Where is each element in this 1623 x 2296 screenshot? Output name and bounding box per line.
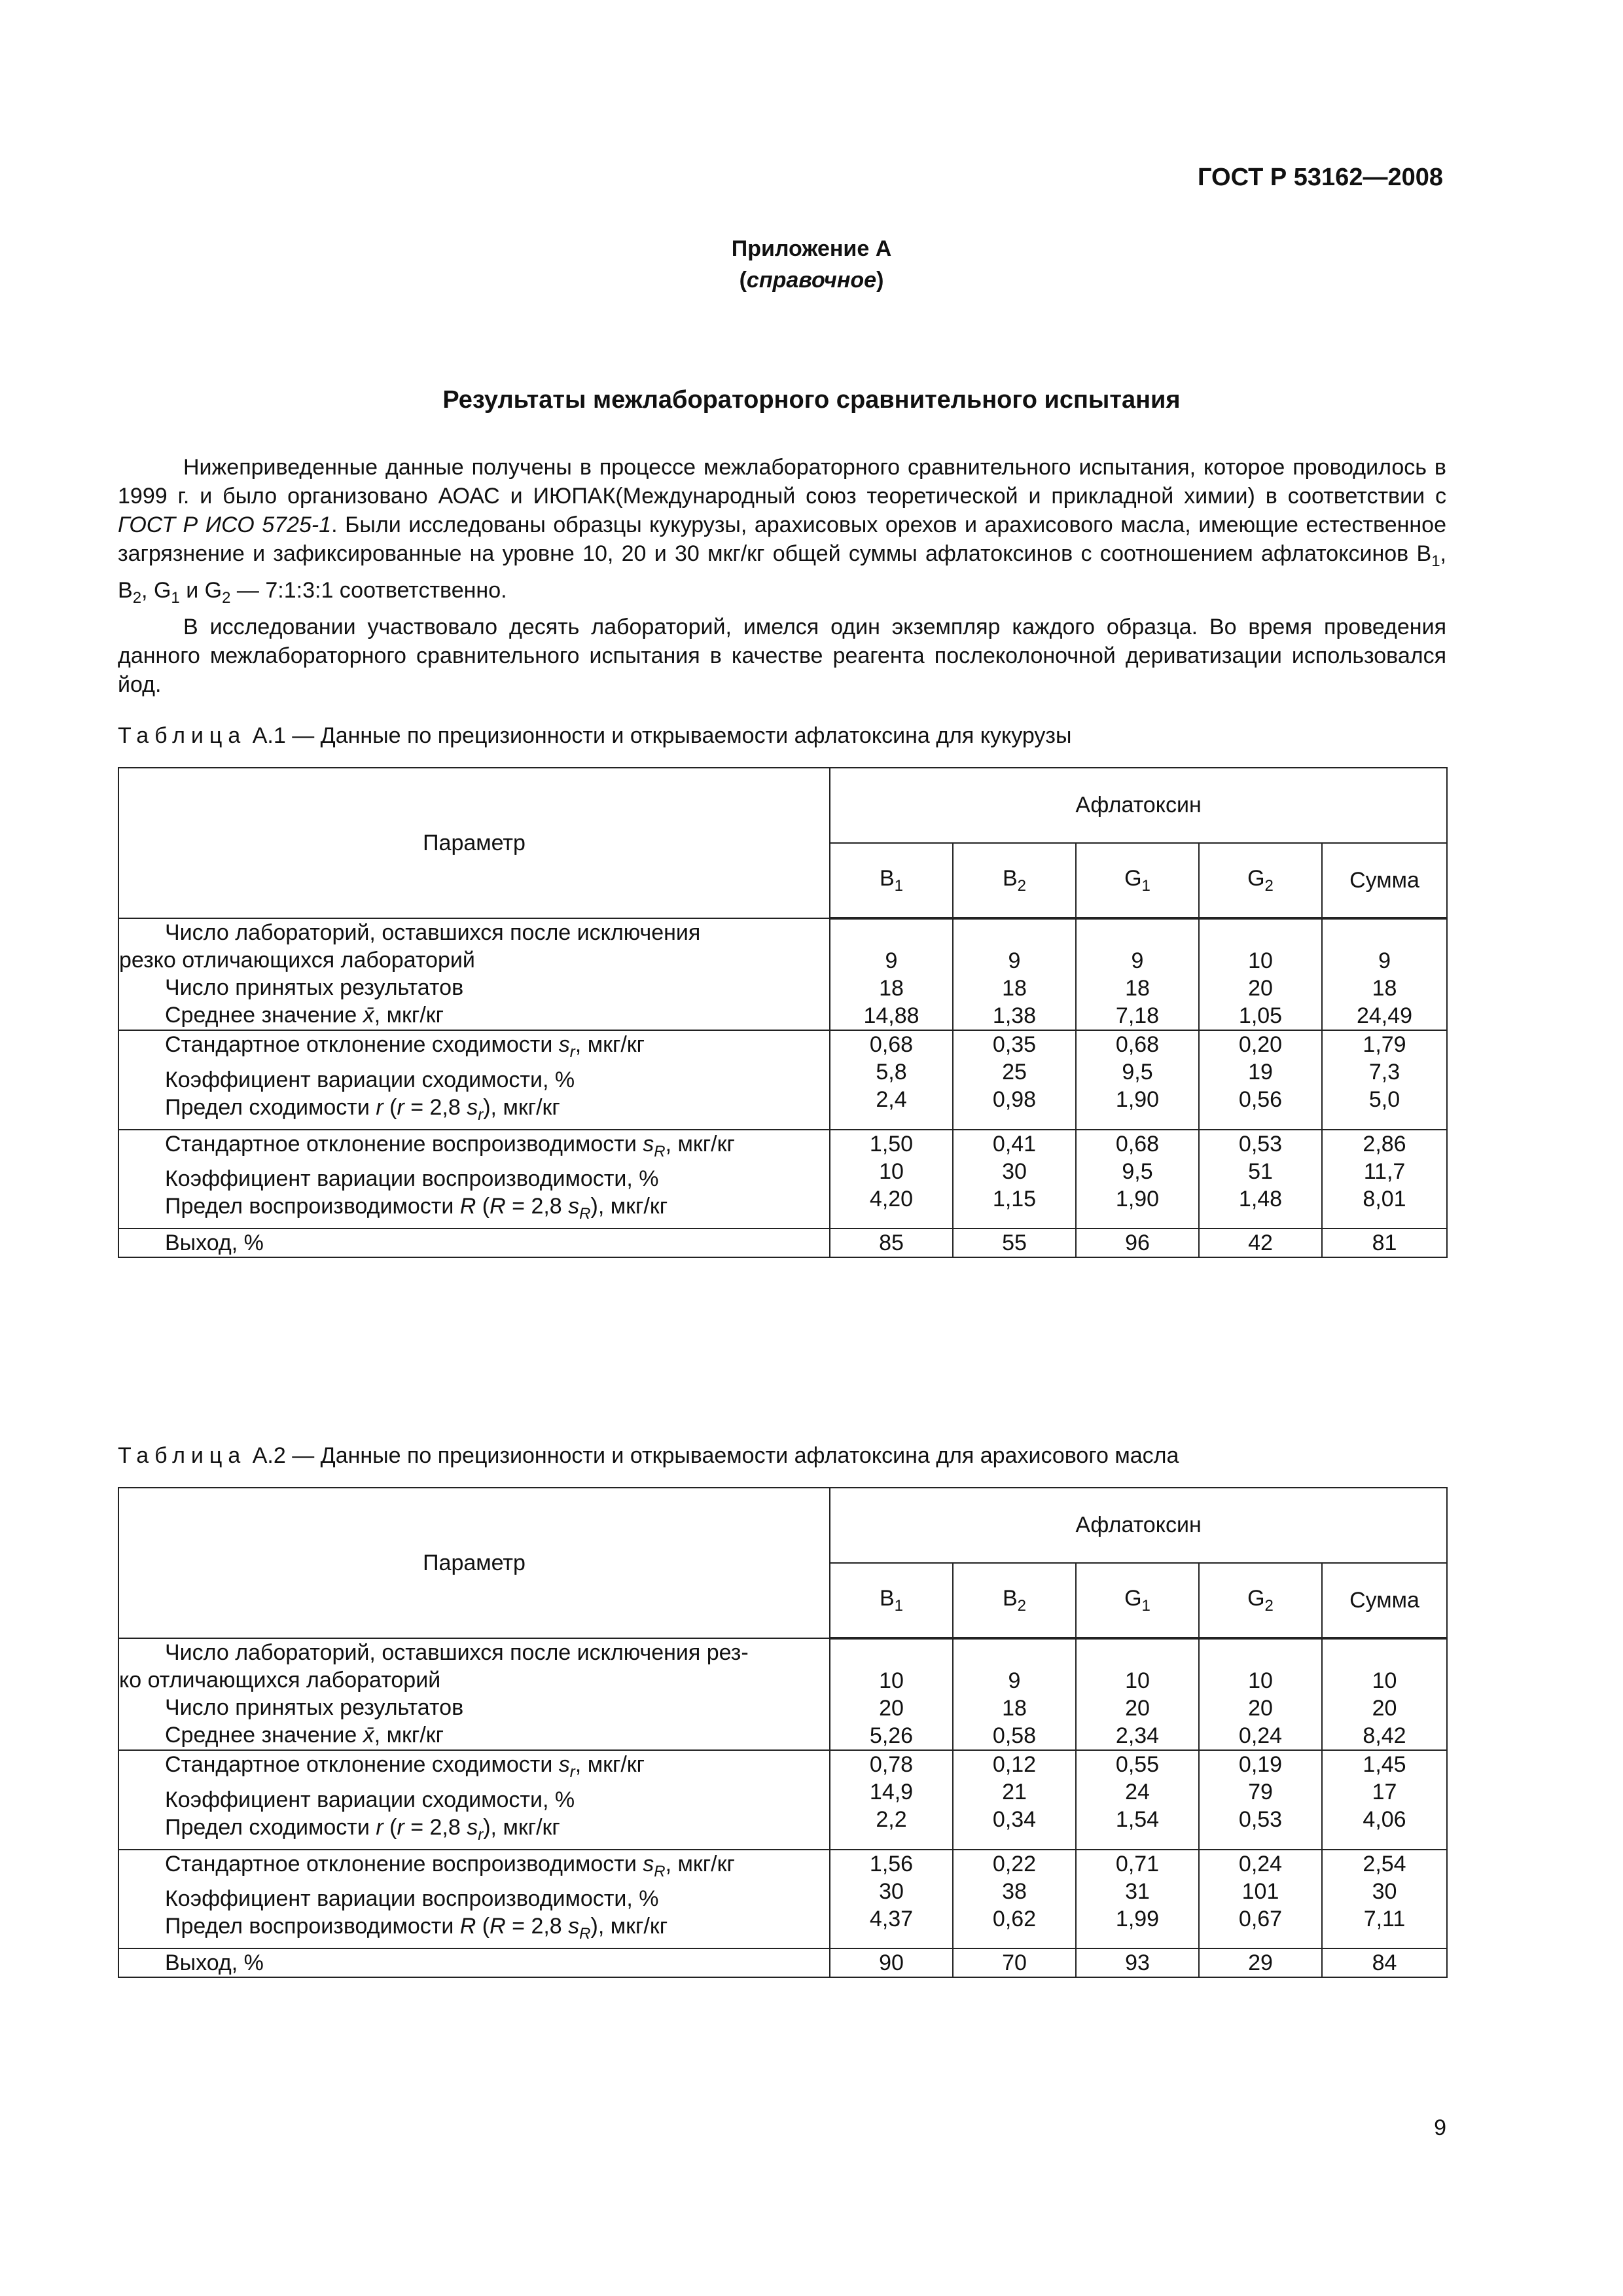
- row-label-group: Стандартное отклонение воспроизводимости $s_R$, мкг/кг Коэффициент вариации воспроизводимости, % Предел воспроизводимости R (R = 2,8 $s_R$), мкг/кг: [118, 1130, 830, 1229]
- table-row: [118, 1130, 1447, 1229]
- table-row: [118, 1750, 1447, 1850]
- value-cell: 10 20 5,26: [830, 1638, 953, 1750]
- value-cell: 0,71 31 1,99: [1076, 1850, 1199, 1949]
- intro-text: [118, 453, 1446, 699]
- param-header: Параметр: [118, 1488, 830, 1638]
- col-b2: $B_2$: [953, 1563, 1076, 1638]
- table2: [118, 1487, 1448, 1978]
- value-cell: 10 20 0,24: [1199, 1638, 1322, 1750]
- intro-paragraph-1: Нижеприведенные данные получены в процессе межлабораторного сравнительного испытания, которое проводилось в 1999 г. и было организовано АОАС и ИЮПАК(Международный союз теоретической и прикладной химии) в соответствии с ГОСТ Р ИСО 5725-1. Были исследованы образцы кукурузы, арахисовых орехов и арахисового масла, имеющие естественное загрязнение и зафиксированные на уровне 10, 20 и 30 мкг/кг общей суммы афлатоксинов с соотношением афлатоксинов $B_1$, $B_2$, $G_1$ и $G_2$ — 7:1:3:1 соответственно.: [118, 455, 1446, 607]
- row-label-group: Число лабораторий, оставшихся после исключения рез- ко отличающихся лабораторий Число принятых результатов Среднее значение x̄, мкг/кг: [118, 1638, 830, 1750]
- value-cell: 0,53 51 1,48: [1199, 1130, 1322, 1229]
- table-row: [118, 1948, 1447, 1977]
- value-cell: 1,45 17 4,06: [1322, 1750, 1447, 1850]
- aflatoxin-header: Афлатоксин: [830, 768, 1447, 843]
- value-cell: 0,68 5,8 2,4: [830, 1030, 953, 1130]
- value-cell: 0,68 9,5 1,90: [1076, 1030, 1199, 1130]
- value-cell: 9 18 14,88: [830, 918, 953, 1030]
- value-cell: 9 18 7,18: [1076, 918, 1199, 1030]
- table2-caption: Таблица А.2 — Данные по прецизионности и открываемости афлатоксина для арахисового масла: [118, 1443, 1179, 1468]
- value-cell: 81: [1322, 1229, 1447, 1257]
- table-row: [118, 918, 1447, 1030]
- table1-caption: Таблица А.1 — Данные по прецизионности и открываемости афлатоксина для кукурузы: [118, 723, 1072, 748]
- col-b2: $B_2$: [953, 843, 1076, 918]
- value-cell: 0,78 14,9 2,2: [830, 1750, 953, 1850]
- intro-paragraph-2: В исследовании участвовало десять лабораторий, имелся один экземпляр каждого образца. Во время проведения данного межлабораторного сравнительного испытания в качестве реагента послеколоночной дериватизации использовался йод.: [118, 614, 1446, 697]
- table-row: [118, 1638, 1447, 1750]
- param-header: Параметр: [118, 768, 830, 918]
- value-cell: 1,56 30 4,37: [830, 1850, 953, 1949]
- col-g1: $G_1$: [1076, 1563, 1199, 1638]
- value-cell: 0,24 101 0,67: [1199, 1850, 1322, 1949]
- standard-reference: ГОСТ Р ИСО 5725-1: [118, 512, 332, 537]
- value-cell: 10 20 2,34: [1076, 1638, 1199, 1750]
- row-label-group: Стандартное отклонение сходимости $s_r$, мкг/кг Коэффициент вариации сходимости, % Предел сходимости r (r = 2,8 $s_r$), мкг/кг: [118, 1030, 830, 1130]
- value-cell: 9 18 24,49: [1322, 918, 1447, 1030]
- col-g2: $G_2$: [1199, 1563, 1322, 1638]
- row-label-group: Стандартное отклонение воспроизводимости $s_R$, мкг/кг Коэффициент вариации воспроизводимости, % Предел воспроизводимости R (R = 2,8 $s_R$), мкг/кг: [118, 1850, 830, 1949]
- value-cell: 96: [1076, 1229, 1199, 1257]
- row-label-group: Число лабораторий, оставшихся после исключения резко отличающихся лабораторий Число принятых результатов Среднее значение x̄, мкг/кг: [118, 918, 830, 1030]
- row-label-group: Стандартное отклонение сходимости $s_r$, мкг/кг Коэффициент вариации сходимости, % Предел сходимости r (r = 2,8 $s_r$), мкг/кг: [118, 1750, 830, 1850]
- value-cell: 55: [953, 1229, 1076, 1257]
- value-cell: 9 18 1,38: [953, 918, 1076, 1030]
- value-cell: 0,12 21 0,34: [953, 1750, 1076, 1850]
- value-cell: 85: [830, 1229, 953, 1257]
- value-cell: 1,79 7,3 5,0: [1322, 1030, 1447, 1130]
- standard-number: ГОСТ Р 53162—2008: [1198, 164, 1443, 191]
- col-g1: $G_1$: [1076, 843, 1199, 918]
- table-row: [118, 1229, 1447, 1257]
- value-cell: 42: [1199, 1229, 1322, 1257]
- row-label-group: Выход, %: [118, 1948, 830, 1977]
- value-cell: 84: [1322, 1948, 1447, 1977]
- col-sum: Сумма: [1322, 1563, 1447, 1638]
- aflatoxin-header: Афлатоксин: [830, 1488, 1447, 1563]
- row-label-group: Выход, %: [118, 1229, 830, 1257]
- section-title: Результаты межлабораторного сравнительного испытания: [442, 386, 1181, 414]
- appendix-kind-line: (справочное): [739, 268, 884, 293]
- table1: [118, 767, 1448, 1258]
- value-cell: 29: [1199, 1948, 1322, 1977]
- value-cell: 93: [1076, 1948, 1199, 1977]
- value-cell: 2,54 30 7,11: [1322, 1850, 1447, 1949]
- value-cell: 0,19 79 0,53: [1199, 1750, 1322, 1850]
- col-b1: $B_1$: [830, 843, 953, 918]
- appendix-title: Приложение А: [731, 236, 892, 261]
- value-cell: 10 20 8,42: [1322, 1638, 1447, 1750]
- col-g2: $G_2$: [1199, 843, 1322, 918]
- table-row: [118, 1030, 1447, 1130]
- col-b1: $B_1$: [830, 1563, 953, 1638]
- value-cell: 70: [953, 1948, 1076, 1977]
- value-cell: 90: [830, 1948, 953, 1977]
- appendix-kind: справочное: [746, 268, 877, 293]
- value-cell: 2,86 11,7 8,01: [1322, 1130, 1447, 1229]
- col-sum: Сумма: [1322, 843, 1447, 918]
- value-cell: 0,35 25 0,98: [953, 1030, 1076, 1130]
- value-cell: 0,55 24 1,54: [1076, 1750, 1199, 1850]
- value-cell: 0,20 19 0,56: [1199, 1030, 1322, 1130]
- table-row: [118, 1850, 1447, 1949]
- value-cell: 10 20 1,05: [1199, 918, 1322, 1030]
- value-cell: 0,68 9,5 1,90: [1076, 1130, 1199, 1229]
- value-cell: 1,50 10 4,20: [830, 1130, 953, 1229]
- page-number: 9: [1434, 2115, 1446, 2140]
- appendix-heading: [0, 233, 1623, 296]
- value-cell: 9 18 0,58: [953, 1638, 1076, 1750]
- value-cell: 0,41 30 1,15: [953, 1130, 1076, 1229]
- value-cell: 0,22 38 0,62: [953, 1850, 1076, 1949]
